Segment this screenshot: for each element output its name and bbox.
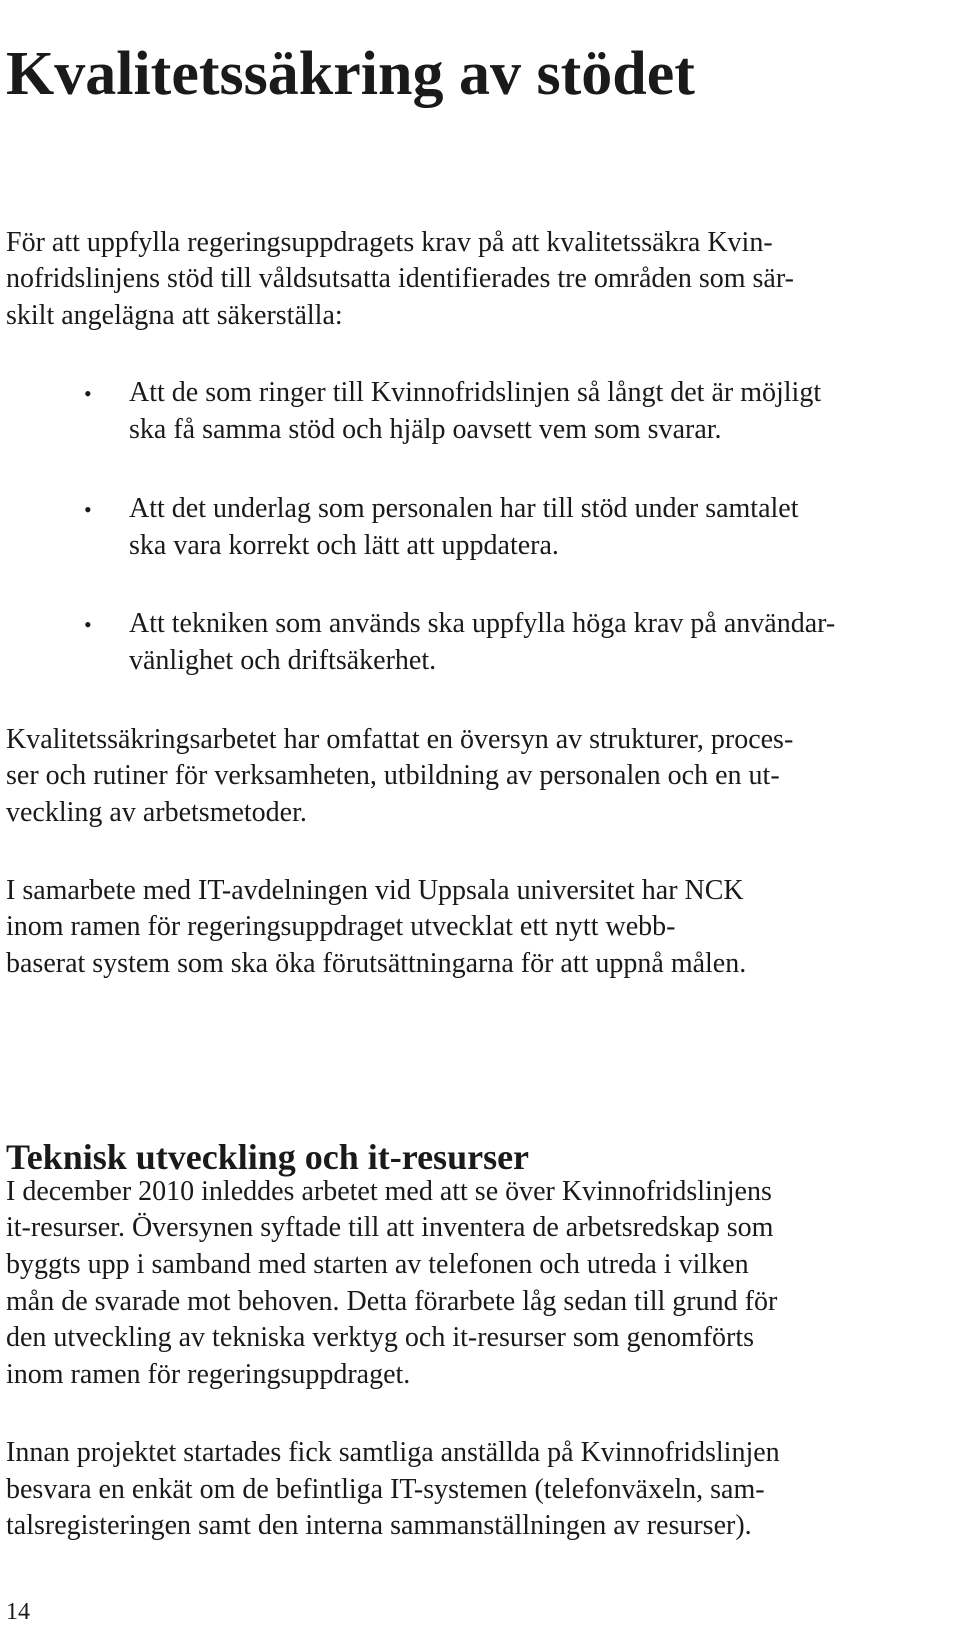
bullet-line: Att de som ringer till Kvinnofridslinjen så långt det är möjligt (129, 377, 822, 408)
paragraph-line: inom ramen för regeringsuppdraget. (6, 1359, 411, 1390)
intro-line: skilt angelägna att säkerställa: (6, 300, 343, 331)
bullet-line: ska vara korrekt och lätt att uppdatera. (129, 530, 559, 561)
bullet-marker: • (84, 612, 92, 637)
paragraph-line: ser och rutiner för verksamheten, utbildning av personalen och en ut- (6, 760, 780, 791)
paragraph-line: veckling av arbetsmetoder. (6, 797, 307, 828)
bullet-marker: • (84, 381, 92, 406)
paragraph-line: baserat system som ska öka förutsättningarna för att uppnå målen. (6, 948, 747, 979)
paragraph-line: Kvalitetssäkringsarbetet har omfattat en översyn av strukturer, proces- (6, 724, 794, 755)
paragraph-line: byggts upp i samband med starten av telefonen och utreda i vilken (6, 1249, 749, 1280)
page-number: 14 (6, 1599, 30, 1625)
page-title: Kvalitetssäkring av stödet (6, 39, 695, 108)
paragraph-line: I december 2010 inleddes arbetet med att se över Kvinnofridslinjens (6, 1176, 772, 1207)
section-heading: Teknisk utveckling och it-resurser (6, 1136, 530, 1177)
paragraph-line: I samarbete med IT-avdelningen vid Uppsala universitet har NCK (6, 875, 744, 906)
paragraph-line: it-resurser. Översynen syftade till att inventera de arbetsredskap som (6, 1212, 774, 1243)
paragraph-line: besvara en enkät om de befintliga IT-systemen (telefonväxeln, sam- (6, 1474, 765, 1505)
intro-line: För att uppfylla regeringsuppdragets krav på att kvalitetssäkra Kvin- (6, 227, 773, 258)
bullet-marker: • (84, 497, 92, 522)
intro-line: nofridslinjens stöd till våldsutsatta identifierades tre områden som sär- (6, 263, 794, 294)
bullet-line: ska få samma stöd och hjälp oavsett vem som svarar. (129, 414, 722, 445)
paragraph-line: inom ramen för regeringsuppdraget utvecklat ett nytt webb- (6, 911, 676, 942)
paragraph-line: mån de svarade mot behoven. Detta förarbete låg sedan till grund för (6, 1286, 778, 1317)
bullet-line: Att det underlag som personalen har till stöd under samtalet (129, 493, 799, 524)
paragraph-line: den utveckling av tekniska verktyg och it-resurser som genomförts (6, 1322, 755, 1353)
paragraph-line: talsregisteringen samt den interna sammanställningen av resurser). (6, 1510, 752, 1541)
bullet-line: vänlighet och driftsäkerhet. (129, 645, 437, 676)
paragraph-line: Innan projektet startades fick samtliga anställda på Kvinnofridslinjen (6, 1437, 780, 1468)
bullet-line: Att tekniken som används ska uppfylla höga krav på användar- (129, 608, 836, 639)
